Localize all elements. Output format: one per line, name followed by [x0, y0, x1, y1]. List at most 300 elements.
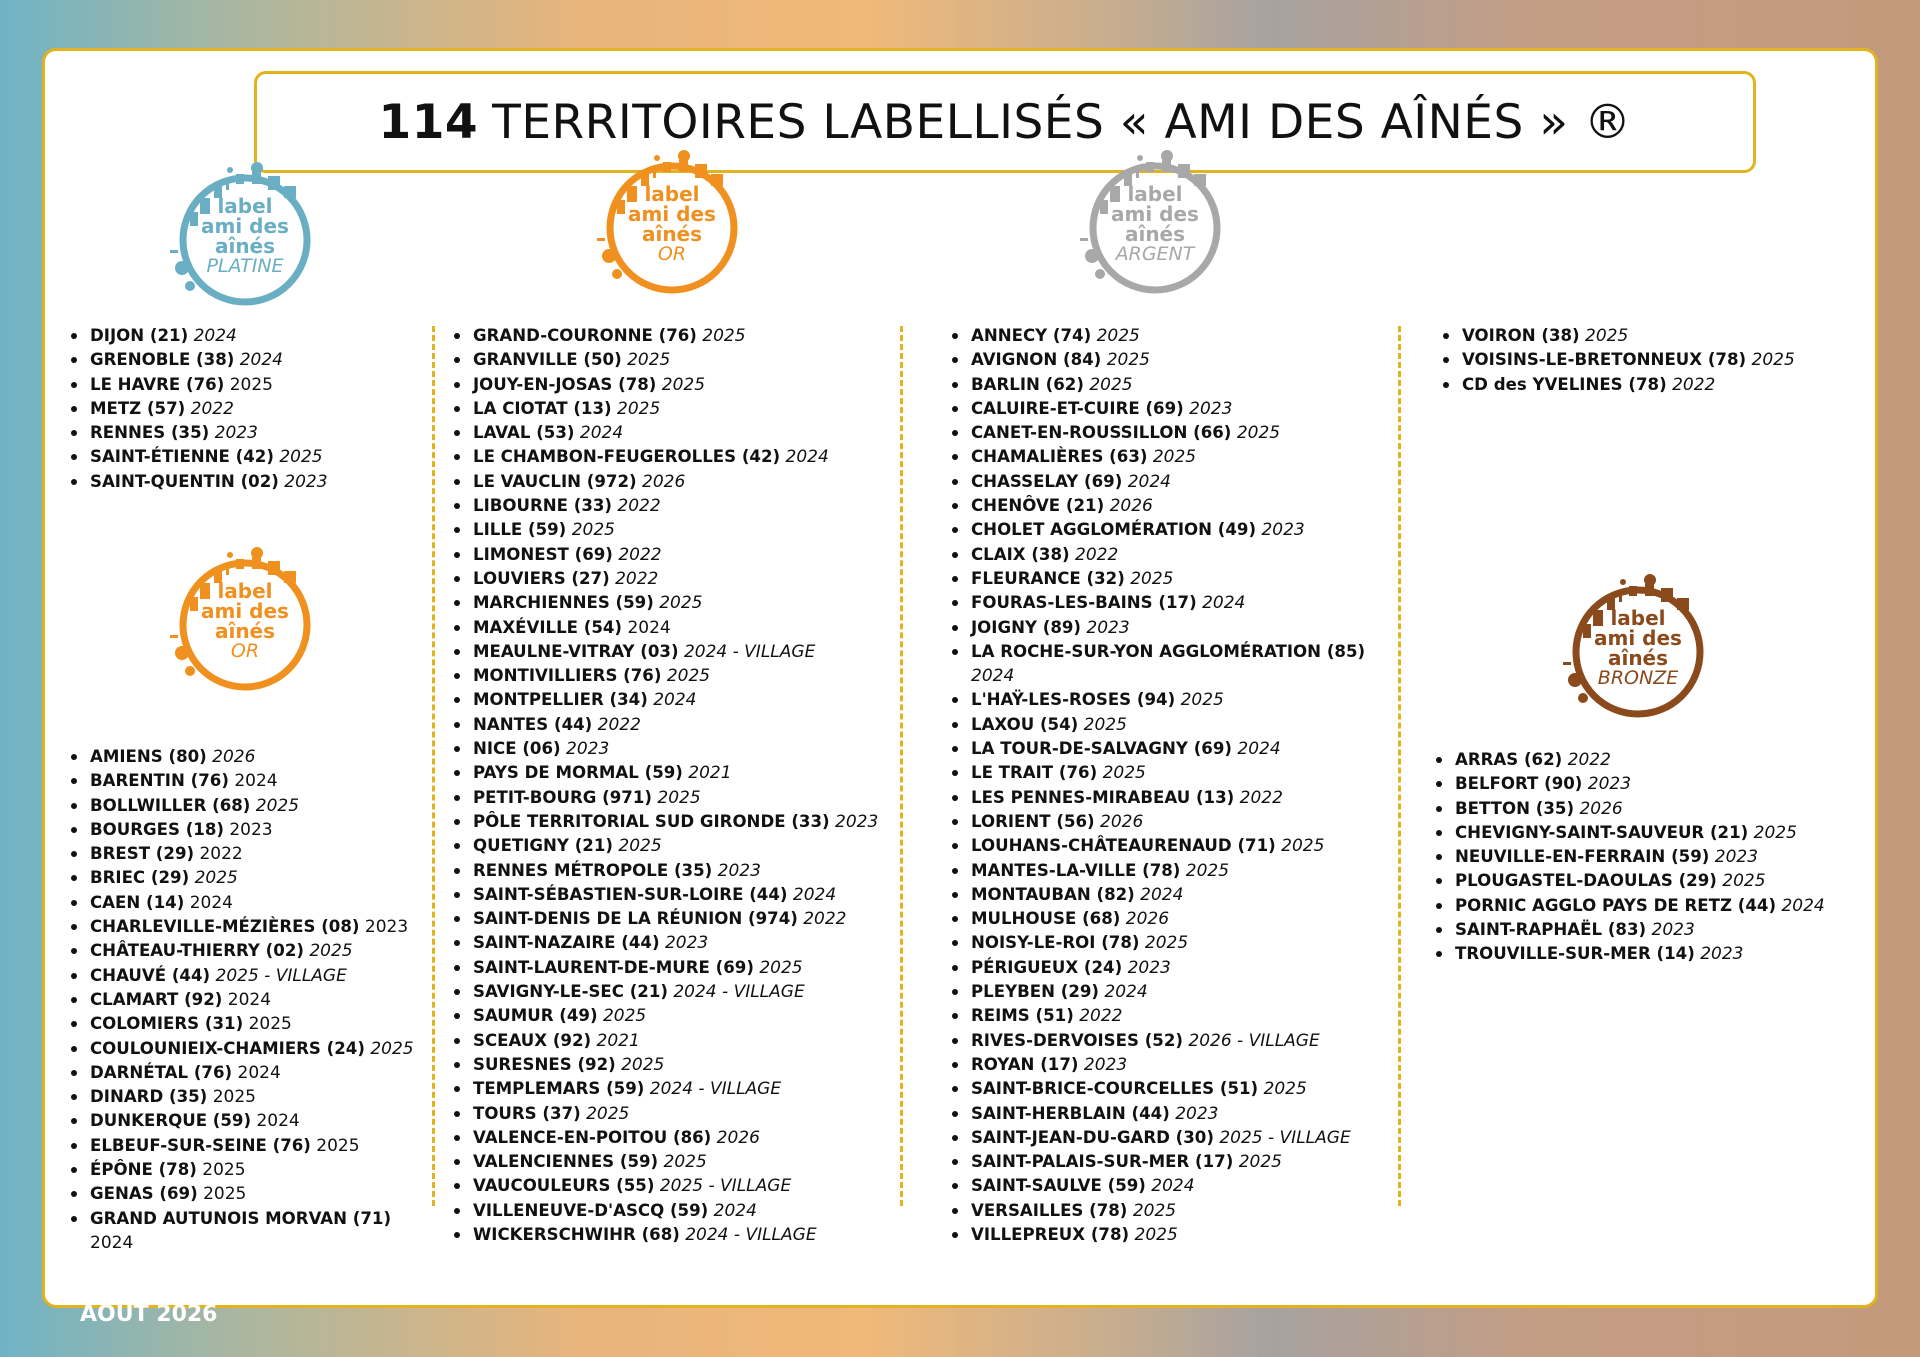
- territory-name: COULOUNIEIX-CHAMIERS (24): [90, 1038, 365, 1058]
- territory-name: MONTPELLIER (34): [473, 690, 648, 710]
- label-year: 2025: [203, 1184, 247, 1205]
- label-year: 2023: [364, 917, 409, 938]
- label-year: 2025: [1130, 568, 1174, 589]
- label-year: 2025: [212, 1087, 256, 1108]
- territory-name: ELBEUF-SUR-SEINE (76): [90, 1135, 311, 1155]
- territory-name: CHAMALIÈRES (63): [971, 447, 1148, 467]
- label-year: 2023: [1714, 847, 1759, 868]
- list-item: [951, 397, 1391, 421]
- list-item: [951, 1053, 1391, 1077]
- badge-level: ARGENT: [1115, 243, 1195, 265]
- territory-name: SAINT-LAURENT-DE-MURE (69): [473, 957, 754, 977]
- territory-name: SAINT-ÉTIENNE (42): [90, 447, 274, 467]
- list-item: [951, 591, 1391, 615]
- label-year: 2023: [1086, 617, 1130, 638]
- list-item: [70, 794, 430, 818]
- label-year: 2024: [90, 1232, 134, 1253]
- list-item: [453, 907, 893, 931]
- badge-text: [1070, 184, 1240, 264]
- list-item: [453, 470, 893, 494]
- list-or-col1: [70, 745, 430, 1255]
- list-item: [453, 664, 893, 688]
- list-item: [951, 859, 1391, 883]
- territory-name: LILLE (59): [473, 520, 567, 540]
- territory-name: REIMS (51): [971, 1006, 1074, 1026]
- label-year: 2022: [1672, 374, 1716, 395]
- territory-name: DARNÉTAL (76): [90, 1062, 233, 1082]
- badge-bronze: [1553, 562, 1723, 732]
- territory-name: L'HAŸ-LES-ROSES (94): [971, 690, 1176, 710]
- territory-name: DINARD (35): [90, 1087, 208, 1107]
- list-item: [951, 373, 1391, 397]
- territory-name: SAINT-SÉBASTIEN-SUR-LOIRE (44): [473, 884, 788, 904]
- list-item: [1442, 324, 1882, 348]
- list-item: [453, 1029, 893, 1053]
- list-item: [951, 1077, 1391, 1101]
- territory-name: SAINT-HERBLAIN (44): [971, 1103, 1170, 1123]
- territory-name: LAXOU (54): [971, 714, 1079, 734]
- territory-name: GRENOBLE (38): [90, 350, 235, 370]
- badge-text: [160, 196, 330, 276]
- list-item: [70, 866, 430, 890]
- label-year: 2023: [717, 860, 761, 881]
- territory-name: RENNES MÉTROPOLE (35): [473, 860, 713, 880]
- list-item: [453, 931, 893, 955]
- list-item: [951, 567, 1391, 591]
- territory-name: ANNECY (74): [971, 326, 1092, 345]
- territory-name: LA TOUR-DE-SALVAGNY (69): [971, 739, 1232, 759]
- label-year: 2022: [615, 568, 659, 589]
- territory-name: LES PENNES-MIRABEAU (13): [971, 787, 1235, 807]
- list-item: [453, 543, 893, 567]
- column-divider: [900, 326, 903, 1206]
- label-year: 2024: [193, 326, 237, 346]
- list-item: [951, 810, 1391, 834]
- label-year: 2021: [596, 1030, 640, 1051]
- territory-name: SAINT-DENIS DE LA RÉUNION (974): [473, 909, 798, 929]
- label-year: 2025: [1132, 1200, 1177, 1221]
- territory-name: RIVES-DERVOISES (52): [971, 1030, 1183, 1050]
- list-item: [1435, 918, 1880, 942]
- label-year: 2024: [1104, 982, 1148, 1003]
- label-year: 2024: [792, 884, 837, 905]
- territory-name: PÉRIGUEUX (24): [971, 957, 1123, 977]
- list-item: [453, 834, 893, 858]
- list-item: [951, 883, 1391, 907]
- territory-name: AVIGNON (84): [971, 350, 1102, 370]
- list-item: [70, 745, 430, 769]
- list-item: [453, 1126, 893, 1150]
- list-item: [453, 688, 893, 712]
- badge-or-top: [587, 138, 757, 308]
- label-year: 2022: [1079, 1006, 1123, 1027]
- label-year: 2024 - VILLAGE: [649, 1079, 782, 1100]
- territory-name: CLAIX (38): [971, 544, 1070, 564]
- territory-name: VALENCE-EN-POITOU (86): [473, 1127, 712, 1147]
- list-item: [453, 348, 893, 372]
- label-year: 2022: [199, 844, 243, 865]
- territory-name: AMIENS (80): [90, 747, 207, 766]
- list-item: [453, 737, 893, 761]
- territory-name: MONTAUBAN (82): [971, 884, 1135, 904]
- list-item: [951, 786, 1391, 810]
- territory-name: DUNKERQUE (59): [90, 1111, 252, 1131]
- list-item: [70, 842, 430, 866]
- territory-name: MANTES-LA-VILLE (78): [971, 860, 1181, 880]
- label-year: 2023: [1189, 398, 1233, 419]
- territory-name: BETTON (35): [1455, 798, 1575, 818]
- list-item: [70, 1158, 430, 1182]
- label-year: 2025 - VILLAGE: [1219, 1127, 1351, 1148]
- label-year: 2025: [666, 666, 711, 687]
- label-year: 2024: [1202, 593, 1246, 614]
- label-year: 2025: [248, 1014, 292, 1035]
- territory-name: VERSAILLES (78): [971, 1200, 1128, 1220]
- territory-name: COLOMIERS (31): [90, 1014, 244, 1034]
- list-item: [453, 445, 893, 469]
- list-item: [70, 1085, 430, 1109]
- list-item: [951, 688, 1391, 712]
- territory-name: SAINT-NAZAIRE (44): [473, 933, 660, 953]
- list-item: [453, 956, 893, 980]
- territory-name: LIMONEST (69): [473, 544, 613, 564]
- badge-level: OR: [230, 640, 260, 662]
- badge-line-1: label: [217, 194, 273, 218]
- territory-name: MARCHIENNES (59): [473, 593, 654, 613]
- list-item: [951, 518, 1391, 542]
- label-year: 2026: [1100, 811, 1144, 832]
- list-item: [70, 1182, 430, 1206]
- badge-line-1: label: [644, 182, 700, 206]
- territory-name: CHENÔVE (21): [971, 496, 1105, 516]
- label-year: 2025: [1236, 423, 1281, 444]
- label-year: 2024: [239, 350, 283, 371]
- label-year: 2025: [1238, 1152, 1282, 1173]
- territory-name: NICE (06): [473, 739, 561, 759]
- label-year: 2023: [214, 423, 258, 444]
- list-item: [453, 1102, 893, 1126]
- territory-name: BRIEC (29): [90, 868, 190, 888]
- list-item: [951, 348, 1391, 372]
- territory-name: VILLEPREUX (78): [971, 1224, 1130, 1244]
- territory-name: DIJON (21): [90, 326, 189, 345]
- label-year: 2023: [1651, 920, 1695, 941]
- list-item: [1435, 772, 1880, 796]
- label-year: 2025: [1102, 763, 1146, 784]
- territory-name: RENNES (35): [90, 423, 210, 443]
- badge-level: OR: [657, 243, 687, 265]
- list-item: [70, 324, 415, 348]
- label-year: 2023: [1127, 957, 1171, 978]
- badge-line-3: aînés: [214, 619, 276, 643]
- list-argent-col2: [1442, 324, 1882, 397]
- list-item: [70, 939, 430, 963]
- territory-name: PAYS DE MORMAL (59): [473, 763, 683, 783]
- label-year: 2022: [1239, 787, 1283, 808]
- label-year: 2024: [1237, 739, 1281, 760]
- list-item: [951, 713, 1391, 737]
- label-year: 2025: [663, 1152, 707, 1173]
- label-year: 2024: [785, 447, 829, 468]
- list-item: [1442, 373, 1882, 397]
- territory-name: GENAS (69): [90, 1184, 198, 1204]
- badge-line-3: aînés: [1124, 222, 1186, 246]
- column-divider: [1398, 326, 1401, 1206]
- label-year: 2025: [659, 593, 703, 614]
- label-year: 2022: [1567, 750, 1611, 770]
- territory-name: LA ROCHE-SUR-YON AGGLOMÉRATION (85): [971, 641, 1366, 661]
- list-item: [70, 445, 415, 469]
- list-item: [951, 640, 1391, 689]
- territory-name: CHAUVÉ (44): [90, 965, 211, 985]
- label-year: 2025: [255, 795, 300, 816]
- list-item: [453, 324, 893, 348]
- label-year: 2025: [621, 1054, 665, 1075]
- territory-name: SAVIGNY-LE-SEC (21): [473, 982, 668, 1002]
- territory-name: PORNIC AGGLO PAYS DE RETZ (44): [1455, 895, 1777, 915]
- list-item: [951, 834, 1391, 858]
- list-item: [951, 494, 1391, 518]
- footer-date: AOUT 2026: [80, 1302, 218, 1327]
- badge-line-1: label: [217, 579, 273, 603]
- territory-name: BELFORT (90): [1455, 774, 1583, 794]
- title-text: TERRITOIRES LABELLISÉS « AMI DES AÎNÉS » ®: [492, 94, 1632, 150]
- territory-name: CLAMART (92): [90, 989, 223, 1009]
- list-item: [453, 810, 893, 834]
- label-year: 2024 - VILLAGE: [685, 1224, 817, 1245]
- label-year: 2025: [702, 326, 746, 346]
- territory-name: SAINT-JEAN-DU-GARD (30): [971, 1127, 1214, 1147]
- territory-name: VOISINS-LE-BRETONNEUX (78): [1462, 350, 1747, 370]
- label-year: 2024: [1781, 895, 1825, 916]
- label-year: 2024: [256, 1111, 300, 1132]
- list-item: [453, 1053, 893, 1077]
- label-year: 2025: [657, 787, 701, 808]
- label-year: 2022: [1075, 544, 1119, 565]
- territory-name: SURESNES (92): [473, 1054, 616, 1074]
- label-year: 2023: [1587, 774, 1632, 795]
- badge-level: PLATINE: [206, 255, 284, 277]
- territory-name: GRAND-COURONNE (76): [473, 326, 697, 345]
- list-item: [70, 1134, 430, 1158]
- badge-line-2: ami des: [628, 202, 716, 226]
- label-year: 2025: [1585, 326, 1629, 346]
- label-year: 2023: [566, 739, 610, 760]
- badge-line-3: aînés: [641, 222, 703, 246]
- list-item: [453, 859, 893, 883]
- list-item: [453, 1077, 893, 1101]
- label-year: 2026: [1125, 909, 1170, 930]
- column-divider: [432, 326, 435, 1206]
- badge-line-2: ami des: [1594, 626, 1682, 650]
- label-year: 2025: [1722, 871, 1766, 892]
- list-item: [951, 1029, 1391, 1053]
- territory-name: ROYAN (17): [971, 1054, 1079, 1074]
- label-year: 2025: [1185, 860, 1230, 881]
- list-item: [453, 397, 893, 421]
- label-year: 2024: [237, 1062, 281, 1083]
- list-item: [1435, 894, 1880, 918]
- list-item: [70, 964, 430, 988]
- label-year: 2025: [1281, 836, 1325, 857]
- list-item: [70, 891, 430, 915]
- territory-name: LE CHAMBON-FEUGEROLLES (42): [473, 447, 781, 467]
- label-year: 2025: [1180, 690, 1224, 711]
- list-item: [951, 761, 1391, 785]
- territory-name: MULHOUSE (68): [971, 909, 1121, 929]
- label-year: 2025: [309, 941, 353, 962]
- label-year: 2024: [234, 771, 278, 792]
- territory-name: LE HAVRE (76): [90, 374, 225, 394]
- territory-name: SAINT-BRICE-COURCELLES (51): [971, 1079, 1259, 1099]
- label-year: 2023: [1083, 1054, 1128, 1075]
- label-year: 2024 - VILLAGE: [673, 982, 805, 1003]
- list-item: [70, 1012, 430, 1036]
- list-item: [453, 786, 893, 810]
- territory-name: CAEN (14): [90, 892, 185, 912]
- territory-name: CALUIRE-ET-CUIRE (69): [971, 398, 1184, 418]
- list-item: [70, 818, 430, 842]
- label-year: 2024: [189, 892, 233, 913]
- label-year: 2023: [229, 819, 273, 840]
- territory-name: GRAND AUTUNOIS MORVAN (71): [90, 1208, 392, 1228]
- list-item: [951, 324, 1391, 348]
- label-year: 2023: [1261, 520, 1305, 541]
- label-year: 2025: [586, 1103, 630, 1124]
- territory-name: PLEYBEN (29): [971, 982, 1099, 1002]
- badge-line-3: aînés: [1607, 646, 1669, 670]
- list-item: [70, 397, 415, 421]
- territory-name: SAINT-RAPHAËL (83): [1455, 920, 1647, 940]
- territory-name: WICKERSCHWIHR (68): [473, 1224, 680, 1244]
- territory-name: FLEURANCE (32): [971, 568, 1125, 588]
- list-item: [70, 1037, 430, 1061]
- title-count: 114: [378, 94, 479, 150]
- list-item: [453, 980, 893, 1004]
- territory-name: LE VAUCLIN (972): [473, 471, 637, 491]
- territory-name: SAINT-PALAIS-SUR-MER (17): [971, 1152, 1234, 1172]
- label-year: 2025: [1751, 350, 1795, 371]
- territory-name: CHASSELAY (69): [971, 471, 1123, 491]
- territory-name: BOLLWILLER (68): [90, 795, 251, 815]
- label-year: 2025: [1144, 933, 1189, 954]
- territory-name: NOISY-LE-ROI (78): [971, 933, 1140, 953]
- list-item: [951, 1150, 1391, 1174]
- label-year: 2025: [1083, 714, 1127, 735]
- list-or-col2: [453, 324, 893, 1247]
- territory-name: SCEAUX (92): [473, 1030, 592, 1050]
- territory-name: MEAULNE-VITRAY (03): [473, 641, 679, 661]
- territory-name: ÉPÔNE (78): [90, 1160, 197, 1180]
- territory-name: LORIENT (56): [971, 811, 1095, 831]
- territory-name: ARRAS (62): [1455, 750, 1563, 769]
- badge-line-2: ami des: [1111, 202, 1199, 226]
- label-year: 2026: [212, 747, 256, 767]
- list-item: [951, 956, 1391, 980]
- list-item: [453, 518, 893, 542]
- label-year: 2025: [627, 350, 671, 371]
- list-item: [453, 567, 893, 591]
- list-argent: [951, 324, 1391, 1247]
- list-item: [453, 591, 893, 615]
- territory-name: PETIT-BOURG (971): [473, 787, 652, 807]
- territory-name: SAUMUR (49): [473, 1006, 598, 1026]
- list-item: [951, 445, 1391, 469]
- territory-name: CANET-EN-ROUSSILLON (66): [971, 423, 1232, 443]
- label-year: 2023: [664, 933, 709, 954]
- territory-name: LE TRAIT (76): [971, 763, 1098, 783]
- label-year: 2022: [803, 909, 847, 930]
- territory-name: VILLENEUVE-D'ASCQ (59): [473, 1200, 709, 1220]
- list-item: [70, 988, 430, 1012]
- territory-name: BREST (29): [90, 844, 195, 864]
- label-year: 2023: [1175, 1103, 1219, 1124]
- label-year: 2025: [571, 520, 615, 541]
- territory-name: TEMPLEMARS (59): [473, 1079, 645, 1099]
- label-year: 2025: [1263, 1079, 1307, 1100]
- label-year: 2023: [835, 811, 879, 832]
- list-item: [70, 1207, 430, 1256]
- label-year: 2021: [688, 763, 732, 784]
- territory-name: TROUVILLE-SUR-MER (14): [1455, 944, 1695, 964]
- label-year: 2026: [1579, 798, 1623, 819]
- list-item: [951, 907, 1391, 931]
- list-item: [1435, 748, 1880, 772]
- territory-name: QUETIGNY (21): [473, 836, 613, 856]
- label-year: 2025: [194, 868, 238, 889]
- label-year: 2023: [1700, 944, 1744, 965]
- territory-name: LOUHANS-CHÂTEAURENAUD (71): [971, 836, 1276, 856]
- label-year: 2022: [190, 398, 234, 419]
- territory-name: LA CIOTAT (13): [473, 398, 612, 418]
- list-item: [951, 1199, 1391, 1223]
- territory-name: LOUVIERS (27): [473, 568, 610, 588]
- territory-name: MAXÉVILLE (54): [473, 617, 623, 637]
- territory-name: JOIGNY (89): [971, 617, 1082, 637]
- badge-argent: [1070, 138, 1240, 308]
- territory-name: TOURS (37): [473, 1103, 581, 1123]
- list-item: [951, 931, 1391, 955]
- list-item: [453, 616, 893, 640]
- label-year: 2024: [653, 690, 697, 711]
- label-year: 2024: [1140, 884, 1184, 905]
- label-year: 2024: [1127, 471, 1171, 492]
- badge-line-2: ami des: [201, 599, 289, 623]
- badge-line-2: ami des: [201, 214, 289, 238]
- badge-line-1: label: [1127, 182, 1183, 206]
- territory-name: NEUVILLE-EN-FERRAIN (59): [1455, 847, 1710, 867]
- list-item: [951, 1004, 1391, 1028]
- list-item: [951, 1126, 1391, 1150]
- list-item: [951, 1223, 1391, 1247]
- list-item: [951, 470, 1391, 494]
- territory-name: LIBOURNE (33): [473, 496, 613, 516]
- label-year: 2024: [1151, 1176, 1195, 1197]
- list-item: [453, 761, 893, 785]
- badge-text: [587, 184, 757, 264]
- label-year: 2025: [229, 374, 273, 395]
- label-year: 2024 - VILLAGE: [683, 641, 816, 662]
- label-year: 2025: [618, 836, 662, 857]
- territory-name: BARENTIN (76): [90, 771, 229, 791]
- label-year: 2025: [1096, 326, 1140, 346]
- label-year: 2025: [1106, 350, 1150, 371]
- list-item: [951, 543, 1391, 567]
- label-year: 2022: [617, 496, 661, 517]
- territory-name: CHOLET AGGLOMÉRATION (49): [971, 520, 1257, 540]
- list-item: [1435, 942, 1880, 966]
- list-item: [1435, 797, 1880, 821]
